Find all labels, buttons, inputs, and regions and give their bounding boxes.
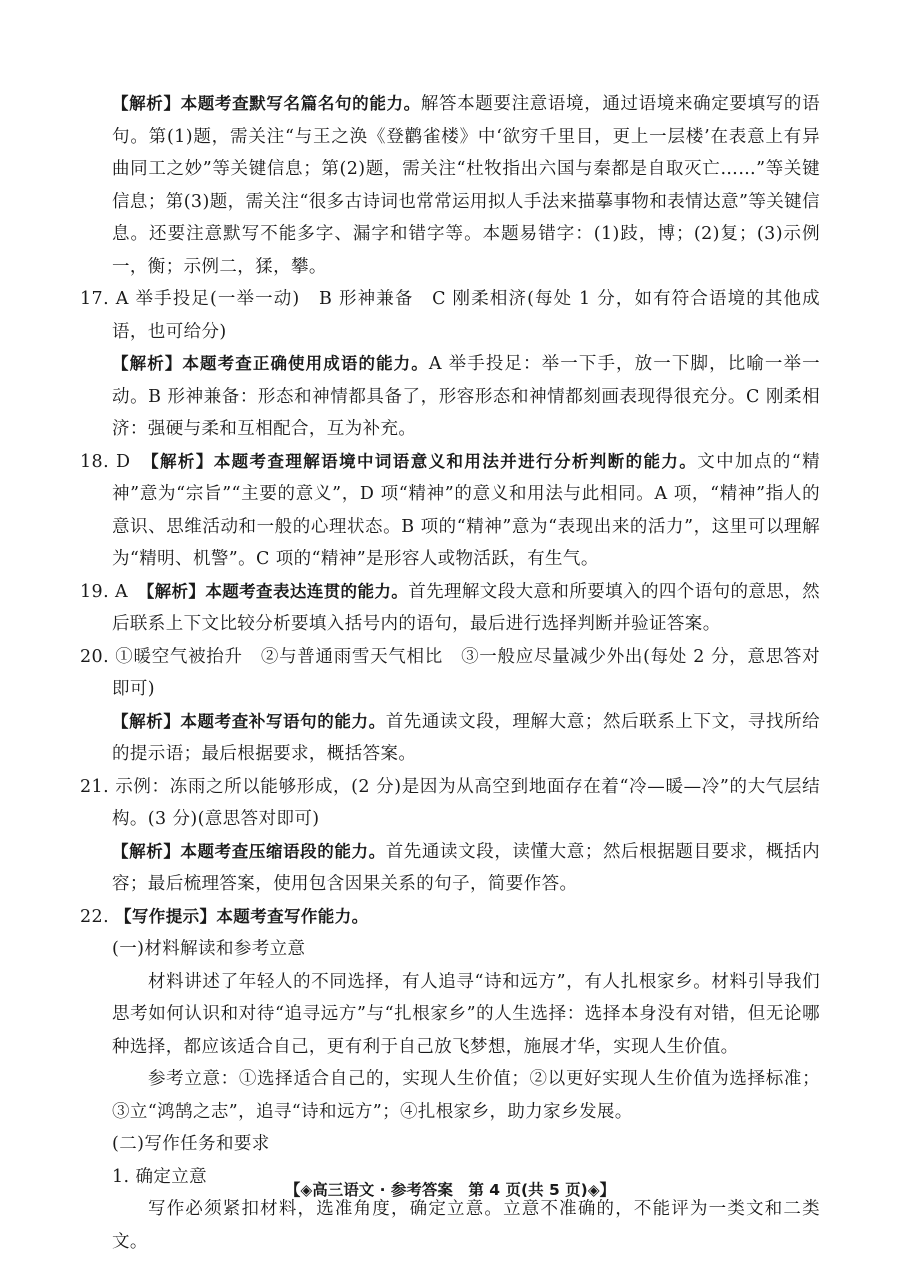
analysis-text: A 举手投足：举一下手，放一下脚，比喻一举一动。B 形神兼备：形态和神情都具备了，形容形态和神情都刻画表现得很充分。C 刚柔相济：强硬与柔和互相配合，互为补充。 bbox=[112, 354, 821, 439]
answer-18 bbox=[80, 446, 820, 576]
answer-content bbox=[80, 88, 820, 1258]
analysis-heading: 【解析】本题考查理解语境中词语意义和用法并进行分析判断的能力。 bbox=[150, 451, 698, 471]
analysis-20 bbox=[80, 706, 820, 771]
answer-17 bbox=[80, 283, 820, 348]
analysis-heading: 【解析】本题考查默写名篇名句的能力。 bbox=[112, 94, 421, 113]
answer-number: 18. D bbox=[80, 451, 151, 472]
section-heading-text: (二)写作任务和要求 bbox=[112, 1134, 270, 1154]
answer-number: 22. bbox=[80, 906, 115, 927]
paragraph-text: 写作必须紧扣材料，选准角度，确定立意。立意不准确的，不能评为一类文和二类文。 bbox=[112, 1199, 820, 1252]
subheading-text: 1. 确定立意 bbox=[112, 1166, 208, 1187]
answer-text: 17. A 举手投足(一举一动) B 形神兼备 C 刚柔相济(每处 1 分，如有符合语境的其他成语，也可给分) bbox=[80, 289, 820, 342]
section-heading-text: (一)材料解读和参考立意 bbox=[112, 939, 306, 959]
answer-text: 20. ①暖空气被抬升 ②与普通雨雪天气相比 ③一般应尽量减少外出(每处 2 分，意思答对即可) bbox=[80, 646, 820, 699]
answer-19 bbox=[80, 576, 820, 641]
analysis-17 bbox=[80, 348, 820, 446]
analysis-21 bbox=[80, 836, 820, 901]
paragraph-text: 材料讲述了年轻人的不同选择，有人追寻“诗和远方”，有人扎根家乡。材料引导我们思考如何认识和对待“追寻远方”与“扎根家乡”的人生选择：选择本身没有对错，但无论哪种选择，都应该适合自己，更有利于自己放飞梦想，施展才华，实现人生价值。 bbox=[112, 971, 820, 1057]
analysis-heading: 【解析】本题考查正确使用成语的能力。 bbox=[112, 354, 429, 373]
answer-text: 21. 示例：冻雨之所以能够形成，(2 分)是因为从高空到地面存在着“冷—暖—冷”的大气层结构。(3 分)(意思答对即可) bbox=[80, 776, 820, 829]
analysis-text: 文中加点的“精神”意为“宗旨”“主要的意义”，D 项“精神”的意义和用法与此相同。A 项，“精神”指人的意识、思维活动和一般的心理状态。B 项的“精神”意为“表现出来的活力”，这里可以理解为“精明、机警”。C 项的“精神”是形容人或物活跃，有生气。 bbox=[112, 451, 821, 569]
analysis-text: 首先通读文段，读懂大意；然后根据题目要求，概括内容；最后梳理答案，使用包含因果关系的句子，简要作答。 bbox=[112, 841, 820, 894]
answer-number: 19. A bbox=[80, 581, 146, 602]
answer-21 bbox=[80, 771, 820, 836]
requirement-paragraph bbox=[80, 1193, 820, 1258]
section-heading-1 bbox=[80, 933, 820, 966]
page-footer: 【◈高三语文 · 参考答案 第 4 页(共 5 页)◈】 bbox=[284, 1181, 616, 1199]
answer-22 bbox=[80, 901, 820, 934]
analysis-heading: 【解析】本题考查表达连贯的能力。 bbox=[145, 581, 409, 601]
writing-tip-heading: 【写作提示】本题考查写作能力。 bbox=[115, 906, 369, 926]
section-heading-2 bbox=[80, 1128, 820, 1161]
analysis-text: 解答本题要注意语境，通过语境来确定要填写的语句。第(1)题，需关注“与王之涣《登鹳雀楼》中‘欲穷千里目，更上一层楼’在表意上有异曲同工之妙”等关键信息；第(2)题，需关注“杜牧指出六国与秦都是自取灭亡……”等关键信息；第(3)题，需关注“很多古诗词也常常运用拟人手法来描摹事物和表情达意”等关键信息。还要注意默写不能多字、漏字和错字等。本题易错字：(1)跂，博；(2)复；(3)示例一，衡；示例二，猱，攀。 bbox=[112, 94, 820, 277]
reference-theme bbox=[80, 1063, 820, 1128]
analysis-heading: 【解析】本题考查压缩语段的能力。 bbox=[112, 841, 386, 861]
analysis-text: 首先通读文段，理解大意；然后联系上下文，寻找所给的提示语；最后根据要求，概括答案。 bbox=[112, 711, 820, 764]
analysis-16 bbox=[80, 88, 820, 283]
paragraph-text: 参考立意：①选择适合自己的，实现人生价值；②以更好实现人生价值为选择标准；③立“鸿鹄之志”，追寻“诗和远方”；④扎根家乡，助力家乡发展。 bbox=[112, 1069, 820, 1122]
analysis-text: 首先理解文段大意和所要填入的四个语句的意思，然后联系上下文比较分析要填入括号内的语句，最后进行选择判断并验证答案。 bbox=[112, 581, 820, 634]
material-interpretation bbox=[80, 966, 820, 1064]
analysis-heading: 【解析】本题考查补写语句的能力。 bbox=[112, 711, 386, 731]
answer-20 bbox=[80, 641, 820, 706]
